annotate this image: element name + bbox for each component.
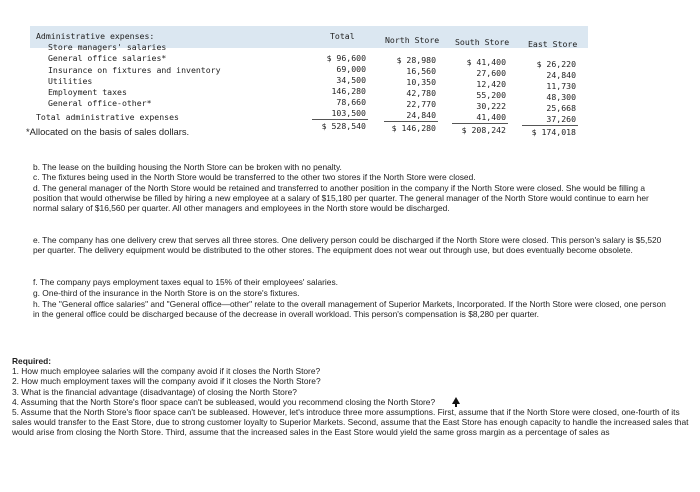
col-header-total: Total — [330, 31, 355, 41]
required-item-5: 5. Assume that the North Store's floor space can't be subleased. However, let's introduce three more assumptions. First, assume that if the North Store were closed, one-fourth of its sales would transfer to the East Store, due to strong customer loyalty to Superior Markets. Second, assume that the East Store has enough capacity to handle the increased sales that would arise from closing the North Store. Third, assume that the increased sales in the East Store would yield the same gross margin as a percentage of sales as — [12, 407, 689, 438]
cell-south-utilities: 55,200 — [476, 90, 506, 100]
paragraph-g: g. One-third of the insurance in the North Store is on the store's fixtures. — [33, 288, 300, 298]
cell-east-employment-taxes: 25,668 — [546, 103, 576, 113]
cell-east-office-other: 37,260 — [546, 114, 576, 124]
required-item-2: 2. How much employment taxes will the company avoid if it closes the North Store? — [12, 376, 321, 387]
cell-total-employment-taxes: 78,660 — [336, 97, 366, 107]
south-col-rule — [452, 123, 508, 124]
row-label-insurance: Insurance on fixtures and inventory — [48, 65, 221, 75]
col-header-north: North Store — [385, 35, 440, 45]
col-header-south: South Store — [455, 37, 510, 47]
row-label-admin: Administrative expenses: — [36, 31, 155, 41]
cell-north-insurance: 10,350 — [406, 77, 436, 87]
cell-north-employment-taxes: 22,770 — [406, 99, 436, 109]
mouse-cursor-icon — [452, 397, 460, 404]
cell-east-office-salaries: 24,840 — [546, 70, 576, 80]
paragraph-d: d. The general manager of the North Store would be retained and transferred to another position in the company if the North Store were closed. She would be filling a position that would otherwise be filled by hiring a new employee at a salary of $15,180 per quarter. The general manager of the North Store would continue to earn her normal salary of $16,560 per quarter. All other managers and employees in the North store would be discharged. — [33, 183, 649, 214]
cell-east-insurance: 11,730 — [546, 81, 576, 91]
cell-north-total: $ 146,280 — [391, 123, 436, 133]
row-label-managers: Store managers' salaries — [48, 42, 167, 52]
cell-east-managers: $ 26,220 — [536, 59, 576, 69]
cell-total-total: $ 528,540 — [321, 121, 366, 131]
row-label-office-other: General office-other* — [48, 98, 152, 108]
cell-south-managers: $ 41,400 — [466, 57, 506, 67]
required-item-3: 3. What is the financial advantage (disadvantage) of closing the North Store? — [12, 386, 297, 397]
required-title: Required: — [12, 356, 52, 366]
cell-south-total: $ 208,242 — [461, 125, 506, 135]
table-footnote: *Allocated on the basis of sales dollars. — [26, 126, 190, 137]
paragraph-b: b. The lease on the building housing the North Store can be broken with no penalty. — [33, 162, 342, 172]
cell-north-office-other: 24,840 — [406, 110, 436, 120]
north-col-rule — [384, 121, 438, 122]
row-label-utilities: Utilities — [48, 76, 93, 86]
row-label-office-salaries: General office salaries* — [48, 53, 167, 63]
cell-north-utilities: 42,780 — [406, 88, 436, 98]
col-header-east: East Store — [528, 39, 578, 49]
cell-total-office-other: 103,500 — [331, 108, 366, 118]
cell-total-managers: $ 96,600 — [326, 53, 366, 63]
cell-total-insurance: 34,500 — [336, 75, 366, 85]
row-label-employment-taxes: Employment taxes — [48, 87, 127, 97]
cell-total-office-salaries: 69,000 — [336, 64, 366, 74]
cell-east-utilities: 48,300 — [546, 92, 576, 102]
cell-east-total: $ 174,018 — [531, 127, 576, 137]
total-col-rule — [312, 119, 368, 120]
cell-south-employment-taxes: 30,222 — [476, 101, 506, 111]
required-section — [12, 356, 692, 438]
required-item-4: 4. Assuming that the North Store's floor space can't be subleased, would you recommend closing the North Store? — [12, 396, 436, 407]
cell-north-managers: $ 28,980 — [396, 55, 436, 65]
cell-south-office-salaries: 27,600 — [476, 68, 506, 78]
cell-south-office-other: 41,400 — [476, 112, 506, 122]
required-item-1: 1. How much employee salaries will the company avoid if it closes the North Store? — [12, 366, 321, 377]
cell-total-utilities: 146,280 — [331, 86, 366, 96]
east-col-rule — [522, 125, 578, 126]
row-label-total: Total administrative expenses — [36, 112, 179, 122]
paragraph-e: e. The company has one delivery crew that serves all three stores. One delivery person could be discharged if the North Store were closed. This person's salary is $5,520 per quarter. The delivery equipment would be distributed to the other stores. The equipment does not wear out through use, but does eventually become obsolete. — [33, 235, 662, 256]
paragraph-c: c. The fixtures being used in the North Store would be transferred to the other two stores if the North Store were closed. — [33, 172, 476, 182]
cell-north-office-salaries: 16,560 — [406, 66, 436, 76]
paragraph-f: f. The company pays employment taxes equal to 15% of their employees' salaries. — [33, 277, 338, 287]
paragraph-h: h. The "General office salaries" and "General office—other" relate to the overall management of Superior Markets, Incorporated. If the North Store were closed, one person in the general office could be discharged because of the decrease in overall workload. This person's compensation is $8,280 per quarter. — [33, 299, 666, 320]
cell-south-insurance: 12,420 — [476, 79, 506, 89]
